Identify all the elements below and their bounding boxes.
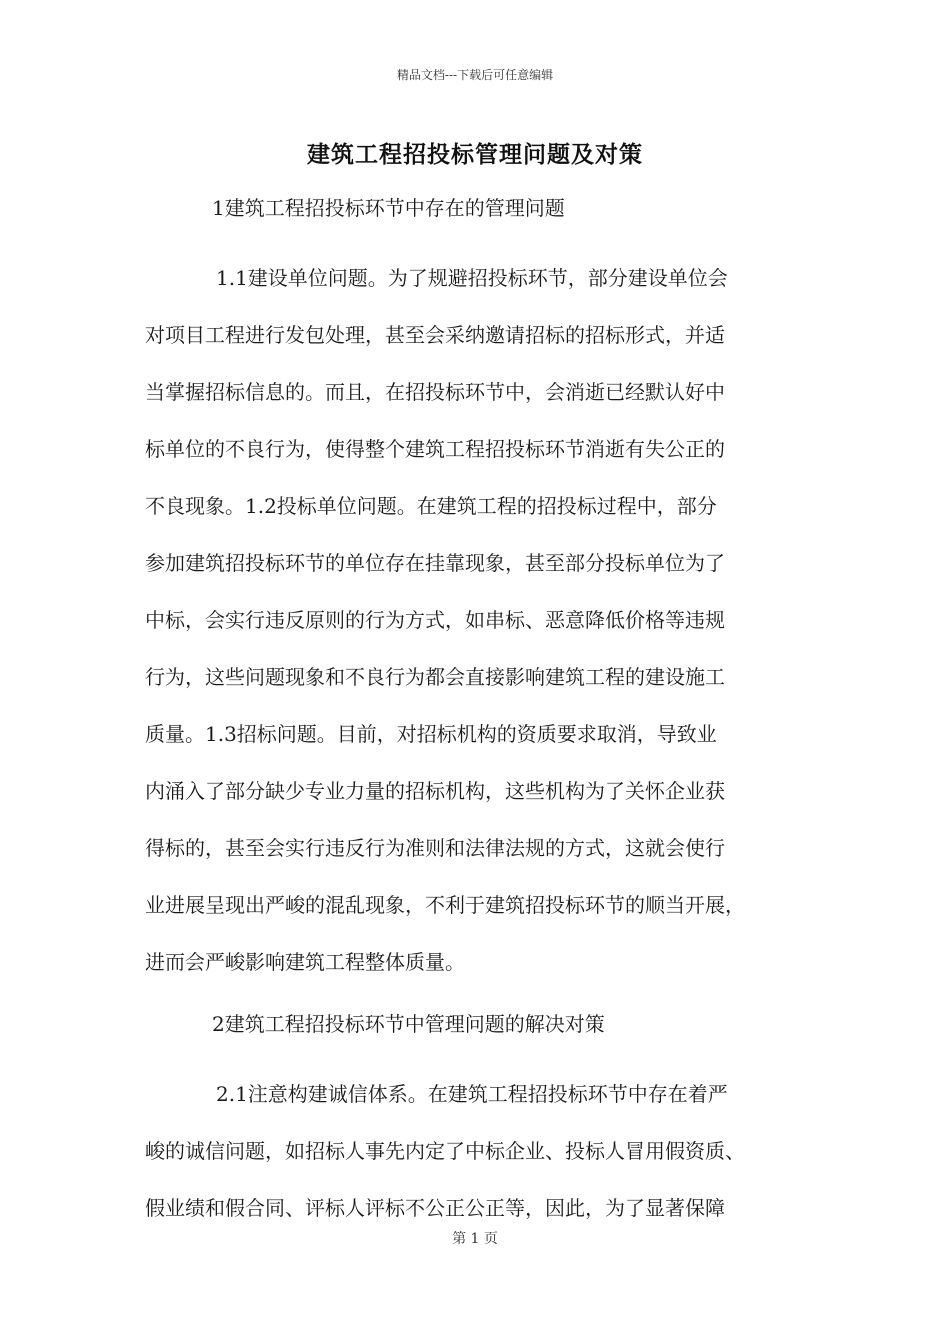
header-note: 精品文档---下载后可任意编辑 bbox=[396, 68, 554, 82]
paragraph-line: 峻的诚信问题，如招标人事先内定了中标企业、投标人冒用假资质、 bbox=[145, 1139, 745, 1163]
section-2-paragraph bbox=[145, 1066, 825, 1237]
paragraph-line: 中标，会实行违反原则的行为方式，如串标、恶意降低价格等违规 bbox=[145, 608, 725, 632]
paragraph-line: 得标的，甚至会实行违反行为准则和法律法规的方式，这就会使行 bbox=[145, 836, 725, 860]
section-1-heading: 1建筑工程招投标环节中存在的管理问题 bbox=[212, 196, 565, 220]
paragraph-line: 业进展呈现出严峻的混乱现象，不利于建筑招投标环节的顺当开展， bbox=[145, 893, 745, 917]
paragraph-line: 不良现象。1.2投标单位问题。在建筑工程的招投标过程中，部分 bbox=[145, 494, 717, 518]
paragraph-line: 内涌入了部分缺少专业力量的招标机构，这些机构为了关怀企业获 bbox=[145, 779, 725, 803]
section-1-paragraph bbox=[145, 250, 825, 991]
page-number: 第 1 页 bbox=[452, 1231, 498, 1247]
paragraph-line: 参加建筑招投标环节的单位存在挂靠现象，甚至部分投标单位为了 bbox=[145, 551, 725, 575]
paragraph-line: 行为，这些问题现象和不良行为都会直接影响建筑工程的建设施工 bbox=[145, 665, 725, 689]
section-2-heading: 2建筑工程招投标环节中管理问题的解决对策 bbox=[212, 1012, 605, 1036]
paragraph-line: 当掌握招标信息的。而且，在招投标环节中，会消逝已经默认好中 bbox=[145, 380, 725, 404]
paragraph-line: 假业绩和假合同、评标人评标不公正公正等，因此，为了显著保障 bbox=[145, 1196, 725, 1220]
paragraph-line: 标单位的不良行为，使得整个建筑工程招投标环节消逝有失公正的 bbox=[145, 437, 725, 461]
paragraph-line: 对项目工程进行发包处理，甚至会采纳邀请招标的招标形式，并适 bbox=[145, 323, 725, 347]
paragraph-line: 进而会严峻影响建筑工程整体质量。 bbox=[145, 950, 465, 974]
paragraph-line: 2.1注意构建诚信体系。在建筑工程招投标环节中存在着严 bbox=[216, 1082, 728, 1106]
paragraph-line: 1.1建设单位问题。为了规避招投标环节，部分建设单位会 bbox=[216, 266, 728, 290]
paragraph-line: 质量。1.3招标问题。目前，对招标机构的资质要求取消，导致业 bbox=[145, 722, 717, 746]
document-title: 建筑工程招投标管理问题及对策 bbox=[307, 141, 643, 168]
